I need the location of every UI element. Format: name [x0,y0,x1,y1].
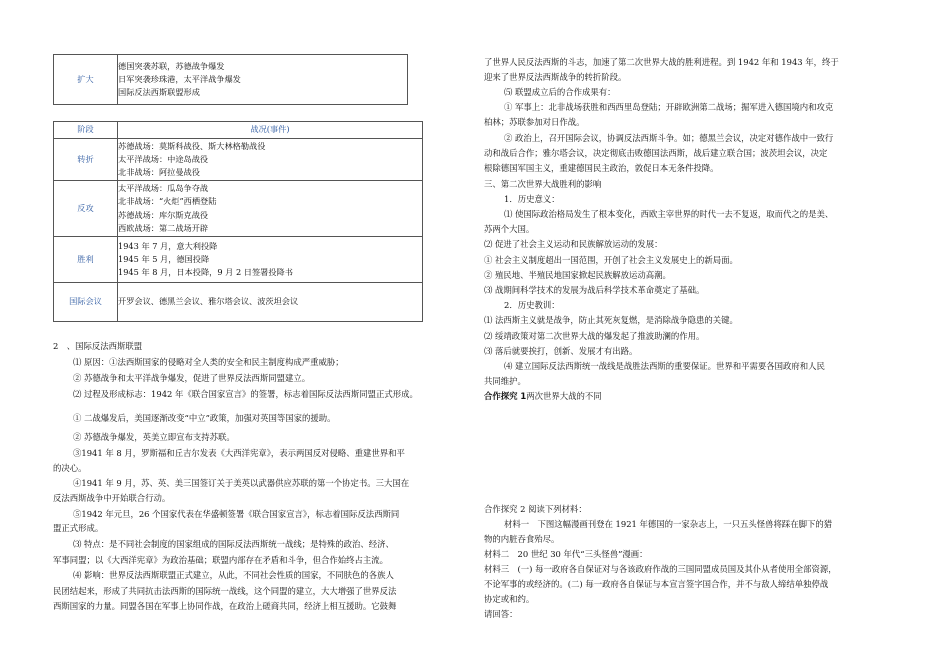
explore-1-label: 合作探究 1 [484,391,527,401]
stage-label: 反攻 [54,181,118,237]
stage-events [118,181,423,237]
event-line: 苏德战场：莫斯科战役、斯大林格勒战役 [118,140,266,151]
header-stage: 阶段 [54,122,118,139]
war-stage-table [53,121,423,322]
stage-label: 转折 [54,139,118,181]
text-line: 盟正式形成。 [53,523,104,533]
text-line: ⑵ 过程及形成标志：1942 年《联合国家宣言》的签署，标志着国际反法西斯同盟正式形成。 [73,389,418,399]
text-line: 的决心。 [53,463,87,473]
text-line: 动和战后合作；雅尔塔会议，决定彻底击败德国法西斯，战后建立联合国；波茨坦会议，决定 [484,148,828,158]
stage-label: 国际会议 [54,283,118,322]
explore-1 [484,390,602,404]
text-line: 协定或和约。 [484,594,535,604]
text-line: 迎来了世界反法西斯战争的转折阶段。 [484,72,627,82]
event-line: 开罗会议、德黑兰会议、雅尔塔会议、波茨坦会议 [118,296,299,307]
text-line: ⑶ 特点：是不同社会制度的国家组成的国际反法西斯统一战线；是特殊的政治、经济、 [73,539,394,549]
text-line: ⑤1942 年元旦，26 个国家代表在华盛顿签署《联合国家宣言》，标志着国际反法西斯同 [73,509,400,519]
event-line: 太平洋战场：中途岛战役 [118,153,209,164]
text-line: 柏林；苏联参加对日作战。 [484,117,585,127]
text-line: ② 苏德战争爆发，英美立即宣布支持苏联。 [73,432,235,442]
section-heading: 2 、国际反法西斯联盟 [53,341,143,351]
event-line: 西欧战场：第二战场开辟 [118,222,209,233]
text-line: ⑶ 战期间科学技术的发展为战后科学技术革命奠定了基础。 [484,285,705,295]
event-line: 太平洋战场：瓜岛争夺战 [118,183,209,194]
stage-label: 胜利 [54,237,118,283]
text-line: 物的内脏吞食殆尽。 [484,534,560,544]
event-line: 北非战场：“火炬”西栖登陆 [118,196,217,207]
text-line: 根除德国军国主义，重建德国民主政治，敦促日本无条件投降。 [484,163,719,173]
stage-events [118,237,423,283]
text-line: ③1941 年 8 月，罗斯福和丘吉尔发表《大西洋宪章》，表示两国反对侵略、重建世界和平 [73,448,405,458]
event-line: 国际反法西斯联盟形成 [118,87,200,98]
stage-events [118,283,423,322]
text-line: ① 军事上：北非战场获胜和西西里岛登陆；开辟欧洲第二战场；掘军进入德国境内和攻克 [504,102,834,112]
text-line: 不论军事的或经济的。(二) 每一政府各自保证与本宣言签字国合作，并不与敌人缔结单独停战 [484,579,829,589]
event-line: 苏德战场：库尔斯克战役 [118,209,209,220]
text-line: 1．历史意义： [504,194,560,204]
event-line: 1943 年 7 月，意大利投降 [118,240,218,251]
text-line: 共同维护。 [484,376,526,386]
text-line: ② 殖民地、半殖民地国家掀起民族解放运动高潮。 [484,270,671,280]
text-line: 了世界人民反法西斯的斗志，加速了第二次世界大战的胜利进程。到 1942 年和 1943 年，终于 [484,57,839,67]
text-line: ⑷ 影响：世界反法西斯联盟正式建立，从此，不同社会性质的国家，不同肤色的各族人 [73,570,394,580]
text-line: 反法西斯战争中开始联合行动。 [53,493,171,503]
text-line: 苏两个大国。 [484,224,535,234]
event-line: 北非战场：阿拉曼战役 [118,167,200,178]
text-line: 西斯国家的力量。同盟各国在军事上协同作战，在政治上磋商共同，经济上相互援助。它鼓舞 [53,601,397,611]
text-line: ⑸ 联盟成立后的合作成果有： [504,87,616,97]
text-line: 材料一 下图这幅漫画刊登在 1921 年德国的一家杂志上，一只五头怪兽将踩在脚下的猎 [504,519,833,529]
text-line: ⑴ 法西斯主义就是战争，防止其死灰复燃，是消除战争隐患的关键。 [484,315,738,325]
text-line: ⑵ 促进了社会主义运动和民族解放运动的发展： [484,239,663,249]
text-line: 2．历史教训： [504,300,560,310]
event-line: 日军突袭珍珠港，太平洋战争爆发 [118,73,241,84]
stage-label: 扩大 [54,55,118,105]
event-line: 德国突袭苏联，苏德战争爆发 [118,60,225,71]
text-line: ⑴ 原因：①法西斯国家的侵略对全人类的安全和民主制度构成严重威胁； [73,357,344,367]
text-line: 材料三 (一) 每一政府各自保证对与各该政府作战的三国同盟成员国及其仆从者使用全部资源， [484,564,837,574]
text-line: ⑵ 绥靖政策对第二次世界大战的爆发起了推波助澜的作用。 [484,331,705,341]
expansion-events [118,55,408,105]
stage-events [118,139,423,181]
explore-1-text: 两次世界大战的不同 [526,391,602,401]
text-line: 民团结起来，形成了共同抗击法西斯的国际统一战线，这个同盟的建立，大大增强了世界反法 [53,586,397,596]
expansion-table [53,54,408,105]
section-heading: 三、第二次世界大战胜利的影响 [484,179,602,189]
text-line: 请回答： [484,609,518,619]
text-line: ⑶ 落后就要挨打，创新、发展才有出路。 [484,346,638,356]
text-line: 军事同盟；以《大西洋宪章》为政治基础；联盟内部存在矛盾和斗争，但合作始终占主流。 [53,555,388,565]
text-line: ⑷ 建立国际反法西斯统一战线是战胜法西斯的重要保证。世界和平需要各国政府和人民 [504,361,825,371]
text-line: ① 社会主义制度超出一国范围，开创了社会主义发展史上的新局面。 [484,255,738,265]
text-line: ② 苏德战争和太平洋战争爆发，促进了世界反法西斯同盟建立。 [73,373,311,383]
event-line: 1945 年 5 月，德国投降 [118,253,210,264]
header-event: 战况(事件) [118,122,423,139]
text-line: ④1941 年 9 月，苏、英、美三国签订关于美英以武器供应苏联的第一个协定书。三大国在 [73,478,410,488]
text-line: ② 政治上，召开国际会议，协调反法西斯斗争。如；德黑兰会议，决定对德作战中一致行 [504,133,834,143]
text-line: 合作探究 2 阅读下列材料： [484,504,587,514]
event-line: 1945 年 8 月，日本投降，9 月 2 日签署投降书 [118,267,293,278]
text-line: ① 二战爆发后，美国逐渐改变“中立”政策，加强对英国等国家的援助。 [73,413,336,423]
text-line: ⑴ 使国际政治格局发生了根本变化，西欧主宰世界的时代一去不复返，取而代之的是美、 [504,209,834,219]
text-line: 材料二 20 世纪 30 年代“三头怪兽”漫画： [484,549,648,559]
